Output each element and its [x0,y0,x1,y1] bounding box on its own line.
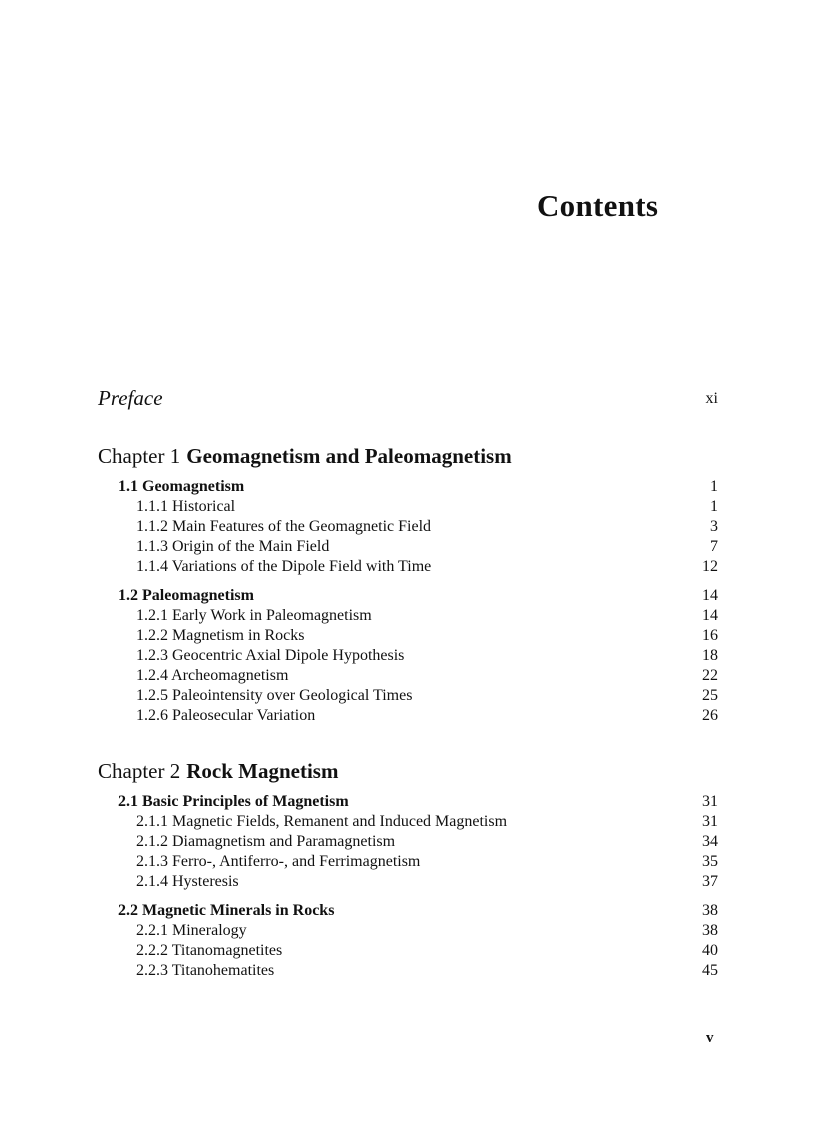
page-number: 40 [702,942,718,959]
subsection-title: 2.1.1 Magnetic Fields, Remanent and Induced Magnetism [136,813,508,830]
section-title: 1.1 Geomagnetism [118,478,245,495]
page-number: 1 [710,498,718,515]
section-2-2 [98,901,718,981]
page-number: 34 [702,833,718,850]
page-number: 37 [702,873,718,890]
page-number: 1 [710,478,718,495]
chapter-title: Geomagnetism and Paleomagnetism [186,444,512,468]
toc-subsection-row[interactable] [98,941,718,961]
page-number: 45 [702,962,718,979]
toc-subsection-row[interactable] [98,832,718,852]
page-number: 26 [702,707,718,724]
toc-section-row[interactable] [98,586,718,606]
page-number: 18 [702,647,718,664]
toc-subsection-row[interactable] [98,626,718,646]
page-title: Contents [537,188,659,223]
subsection-title: 2.2.3 Titanohematites [136,962,275,979]
toc-preface-row[interactable] [98,386,718,414]
subsection-title: 2.2.1 Mineralogy [136,922,247,939]
chapter-2 [98,756,718,990]
subsection-title: 1.1.2 Main Features of the Geomagnetic Field [136,518,432,535]
subsection-title: 1.2.2 Magnetism in Rocks [136,627,305,644]
page-number: 3 [710,518,718,535]
footer-page-number: v [706,1030,714,1046]
subsection-title: 1.1.4 Variations of the Dipole Field with Time [136,558,432,575]
toc-subsection-row[interactable] [98,686,718,706]
page-number: 31 [702,813,718,830]
toc-subsection-row[interactable] [98,872,718,892]
page-number: 14 [702,607,718,624]
page-number: 35 [702,853,718,870]
page-number: 14 [702,587,718,604]
section-2-1 [98,792,718,892]
chapter-heading[interactable] [98,441,718,471]
toc-subsection-row[interactable] [98,606,718,626]
chapter-1 [98,441,718,735]
subsection-title: 1.1.3 Origin of the Main Field [136,538,330,555]
toc-section-row[interactable] [98,901,718,921]
subsection-title: 1.2.6 Paleosecular Variation [136,707,316,724]
page-number: 16 [702,627,718,644]
toc-subsection-row[interactable] [98,557,718,577]
toc-subsection-row[interactable] [98,852,718,872]
page-number: 7 [710,538,718,555]
subsection-title: 2.2.2 Titanomagnetites [136,942,283,959]
page-number: 38 [702,922,718,939]
page-number: 38 [702,902,718,919]
chapter-title: Rock Magnetism [186,759,339,783]
toc-subsection-row[interactable] [98,497,718,517]
subsection-title: 2.1.4 Hysteresis [136,873,239,890]
subsection-title: 2.1.3 Ferro-, Antiferro-, and Ferrimagnetism [136,853,421,870]
toc-subsection-row[interactable] [98,961,718,981]
subsection-title: 1.2.3 Geocentric Axial Dipole Hypothesis [136,647,405,664]
toc-subsection-row[interactable] [98,812,718,832]
subsection-title: 1.2.1 Early Work in Paleomagnetism [136,607,372,624]
section-1-1 [98,477,718,577]
toc-subsection-row[interactable] [98,646,718,666]
toc-subsection-row[interactable] [98,666,718,686]
subsection-title: 1.2.4 Archeomagnetism [136,667,289,684]
chapter-heading[interactable] [98,756,718,786]
chapter-number: Chapter 2 [98,759,181,783]
page-number: 31 [702,793,718,810]
toc-section-row[interactable] [98,477,718,497]
section-1-2 [98,586,718,726]
page-number: 25 [702,687,718,704]
subsection-title: 1.2.5 Paleointensity over Geological Times [136,687,413,704]
toc-subsection-row[interactable] [98,517,718,537]
page-number: 22 [702,667,718,684]
toc-section-row[interactable] [98,792,718,812]
section-title: 2.2 Magnetic Minerals in Rocks [118,902,335,919]
toc-subsection-row[interactable] [98,537,718,557]
subsection-title: 1.1.1 Historical [136,498,236,515]
section-title: 1.2 Paleomagnetism [118,587,254,604]
chapter-number: Chapter 1 [98,444,181,468]
preface-page-number: xi [705,390,718,407]
toc-subsection-row[interactable] [98,921,718,941]
subsection-title: 2.1.2 Diamagnetism and Paramagnetism [136,833,396,850]
preface-label: Preface [98,386,163,410]
section-title: 2.1 Basic Principles of Magnetism [118,793,349,810]
toc-subsection-row[interactable] [98,706,718,726]
page-number: 12 [702,558,718,575]
